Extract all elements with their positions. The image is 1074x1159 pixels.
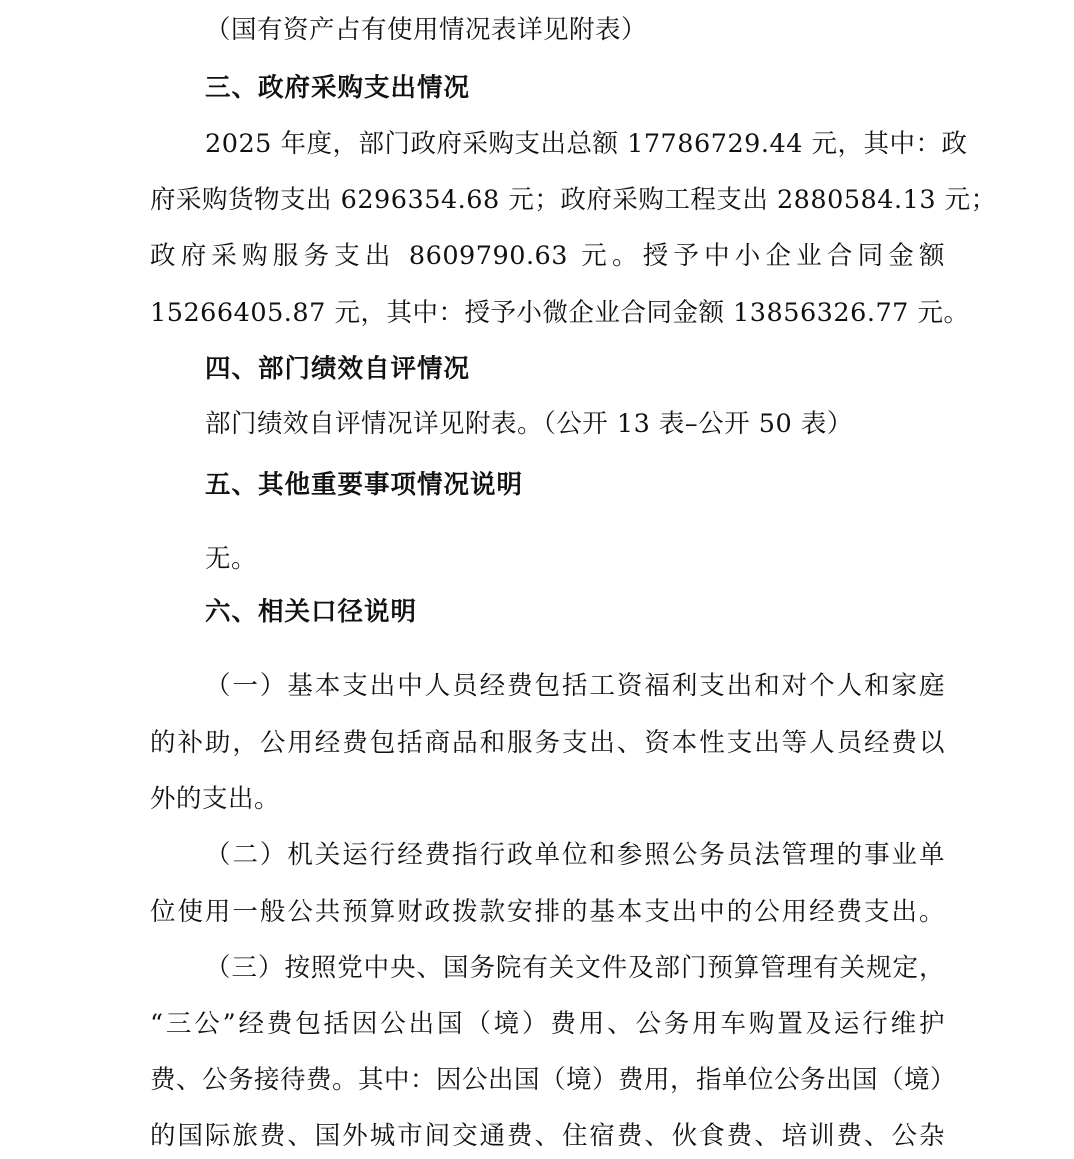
section-heading-6: 六、相关口径说明 [205, 597, 418, 627]
paragraph-line: “三公”经费包括因公出国（境）费用、公务用车购置及运行维护 [150, 1009, 945, 1039]
section-heading-5: 五、其他重要事项情况说明 [205, 470, 524, 500]
paragraph-line: 府采购货物支出 6296354.68 元；政府采购工程支出 2880584.13 元； [150, 185, 997, 215]
paragraph-line: 15266405.87 元，其中：授予小微企业合同金额 13856326.77 元。 [150, 298, 970, 328]
paragraph-line: （三）按照党中央、国务院有关文件及部门预算管理有关规定， [205, 953, 945, 983]
paragraph-line: 位使用一般公共预算财政拨款安排的基本支出中的公用经费支出。 [150, 897, 945, 927]
paragraph-line: 2025 年度，部门政府采购支出总额 17786729.44 元，其中：政 [205, 129, 968, 159]
paragraph-line: 部门绩效自评情况详见附表。（公开 13 表–公开 50 表） [205, 409, 853, 439]
paragraph-line: （国有资产占有使用情况表详见附表） [205, 15, 648, 45]
paragraph-line: 的国际旅费、国外城市间交通费、住宿费、伙食费、培训费、公杂 [150, 1121, 945, 1151]
paragraph-line: 费、公务接待费。其中：因公出国（境）费用，指单位公务出国（境） [150, 1065, 957, 1095]
paragraph-line: （二）机关运行经费指行政单位和参照公务员法管理的事业单 [205, 840, 945, 870]
section-heading-4: 四、部门绩效自评情况 [205, 354, 471, 384]
paragraph-line: 外的支出。 [150, 784, 281, 814]
paragraph-line: 无。 [205, 544, 258, 574]
paragraph-line: 政府采购服务支出 8609790.63 元。授予中小企业合同金额 [150, 241, 945, 271]
paragraph-line: 的补助，公用经费包括商品和服务支出、资本性支出等人员经费以 [150, 728, 945, 758]
section-heading-3: 三、政府采购支出情况 [205, 73, 471, 103]
paragraph-line: （一）基本支出中人员经费包括工资福利支出和对个人和家庭 [205, 671, 945, 701]
